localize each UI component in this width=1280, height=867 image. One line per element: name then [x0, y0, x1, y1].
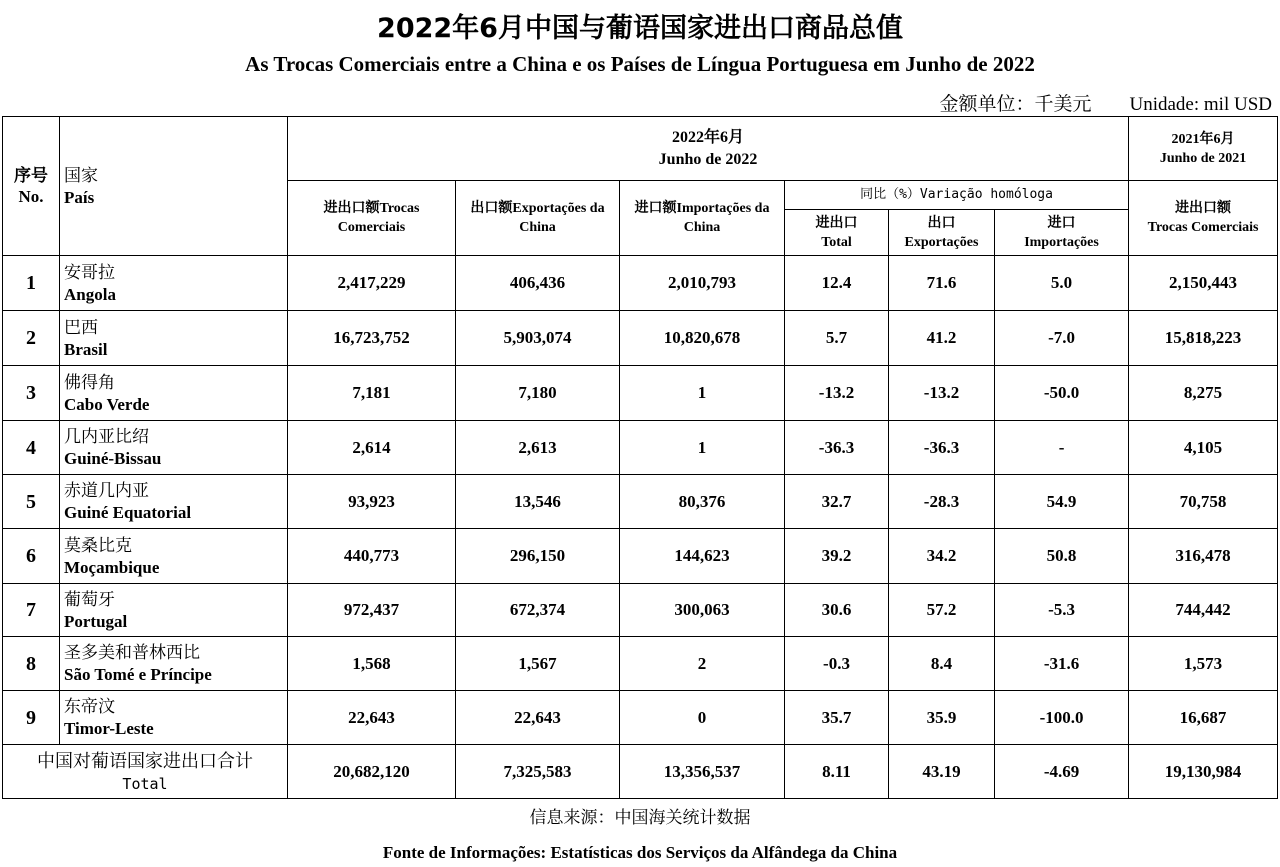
- unit-note-cn: 金额单位：千美元: [939, 93, 1092, 115]
- row-country: [60, 584, 288, 637]
- row-export: 296,150: [456, 529, 620, 584]
- row-yoy-import: -7.0: [995, 311, 1129, 366]
- header-row-1: [3, 117, 1278, 181]
- row-yoy-total: 35.7: [785, 691, 889, 745]
- row-country-cn: 赤道几内亚: [64, 481, 149, 501]
- row-export: 1,567: [456, 637, 620, 691]
- row-country-pt: Cabo Verde: [64, 394, 150, 414]
- row-no: 2: [3, 311, 60, 366]
- table-row: [3, 529, 1278, 584]
- row-yoy-total: 32.7: [785, 475, 889, 529]
- table-row: [3, 421, 1278, 475]
- row-country: [60, 691, 288, 745]
- row-trade: 440,773: [288, 529, 456, 584]
- row-yoy-export: 8.4: [889, 637, 995, 691]
- row-import: 80,376: [620, 475, 785, 529]
- row-export: 13,546: [456, 475, 620, 529]
- row-country: [60, 421, 288, 475]
- source-note-pt: Fonte de Informações: Estatísticas dos Serviços da Alfândega da China: [382, 843, 898, 862]
- header-prev-trade-cn: 进出口额: [1175, 200, 1232, 216]
- row-country: [60, 256, 288, 311]
- header-period-2022-pt: Junho de 2022: [658, 150, 758, 168]
- header-period-2021-pt: Junho de 2021: [1159, 150, 1247, 166]
- row-trade: 2,417,229: [288, 256, 456, 311]
- row-yoy-import: 54.9: [995, 475, 1129, 529]
- unit-note: [939, 89, 1272, 116]
- header-prev-trade-pt: Trocas Comerciais: [1147, 220, 1259, 235]
- row-no: 7: [3, 584, 60, 637]
- row-country-cn: 安哥拉: [64, 262, 115, 283]
- header-period-2021-cn: 2021年6月: [1171, 131, 1235, 147]
- row-trade: 2,614: [288, 421, 456, 475]
- row-trade: 22,643: [288, 691, 456, 745]
- header-country-pt: País: [64, 187, 95, 207]
- header-trade-cn: 进出口额: [323, 200, 380, 216]
- row-trade: 972,437: [288, 584, 456, 637]
- page-title-cn: 2022年6月中国与葡语国家进出口商品总值: [377, 13, 903, 44]
- page-title-pt: As Trocas Comerciais entre a China e os Países de Língua Portuguesa em Junho de 2022: [245, 52, 1035, 76]
- row-yoy-export: -13.2: [889, 366, 995, 421]
- row-yoy-import: 50.8: [995, 529, 1129, 584]
- header-yoy-export-pt: Exportações: [904, 234, 979, 250]
- total-label: [3, 745, 288, 799]
- total-label-cn: 中国对葡语国家进出口合计: [37, 750, 253, 772]
- row-no: 4: [3, 421, 60, 475]
- header-export-pt1: Exportações da: [512, 201, 605, 216]
- header-yoy-import-cn: 进口: [1047, 214, 1076, 231]
- table-body: [3, 117, 1278, 799]
- row-export: 22,643: [456, 691, 620, 745]
- row-country-pt: Portugal: [64, 611, 128, 631]
- row-yoy-total: 12.4: [785, 256, 889, 311]
- header-country-cn: 国家: [64, 165, 98, 186]
- row-yoy-export: 57.2: [889, 584, 995, 637]
- row-yoy-total: -0.3: [785, 637, 889, 691]
- row-no: 5: [3, 475, 60, 529]
- table-row: [3, 256, 1278, 311]
- header-trade: [288, 181, 456, 256]
- header-import-pt2: China: [683, 220, 721, 235]
- row-import: 2: [620, 637, 785, 691]
- row-export: 672,374: [456, 584, 620, 637]
- header-no-pt: No.: [18, 187, 44, 206]
- total-yoy-total: 8.11: [785, 745, 889, 799]
- row-country-cn: 东帝汶: [64, 697, 115, 717]
- header-period-2022: [288, 117, 1129, 181]
- row-trade: 16,723,752: [288, 311, 456, 366]
- row-country-cn: 圣多美和普林西比: [64, 643, 200, 663]
- row-no: 3: [3, 366, 60, 421]
- total-import: 13,356,537: [620, 745, 785, 799]
- row-yoy-export: 34.2: [889, 529, 995, 584]
- row-no: 6: [3, 529, 60, 584]
- row-trade: 7,181: [288, 366, 456, 421]
- row-yoy-total: 5.7: [785, 311, 889, 366]
- header-no: [3, 117, 60, 256]
- total-yoy-export: 43.19: [889, 745, 995, 799]
- header-yoy-import-pt: Importações: [1024, 234, 1099, 250]
- row-country: [60, 529, 288, 584]
- header-yoy: 同比（%）Variação homóloga: [785, 181, 1129, 210]
- row-country-cn: 葡萄牙: [64, 589, 115, 610]
- row-export: 5,903,074: [456, 311, 620, 366]
- row-country: [60, 366, 288, 421]
- row-country-pt: São Tomé e Príncipe: [64, 665, 212, 684]
- header-trade-pt2: Comerciais: [337, 220, 406, 235]
- row-yoy-export: 41.2: [889, 311, 995, 366]
- row-import: 0: [620, 691, 785, 745]
- header-export-cn: 出口额: [470, 200, 513, 216]
- row-prev: 4,105: [1129, 421, 1278, 475]
- total-export: 7,325,583: [456, 745, 620, 799]
- header-export: [456, 181, 620, 256]
- row-country-pt: Guiné-Bissau: [64, 449, 162, 468]
- table-row: [3, 584, 1278, 637]
- row-trade: 93,923: [288, 475, 456, 529]
- row-country-pt: Timor-Leste: [64, 719, 154, 738]
- header-period-2021: [1129, 117, 1278, 181]
- row-country: [60, 637, 288, 691]
- row-prev: 15,818,223: [1129, 311, 1278, 366]
- row-yoy-export: -36.3: [889, 421, 995, 475]
- row-export: 7,180: [456, 366, 620, 421]
- header-yoy-export: [889, 210, 995, 256]
- row-no: 1: [3, 256, 60, 311]
- row-trade: 1,568: [288, 637, 456, 691]
- row-import: 1: [620, 421, 785, 475]
- row-prev: 8,275: [1129, 366, 1278, 421]
- header-import-pt1: Importações da: [676, 201, 770, 216]
- row-no: 9: [3, 691, 60, 745]
- row-yoy-total: -13.2: [785, 366, 889, 421]
- row-prev: 1,573: [1129, 637, 1278, 691]
- table-row: [3, 691, 1278, 745]
- total-row: [3, 745, 1278, 799]
- row-yoy-import: -: [995, 421, 1129, 475]
- row-country-pt: Moçambique: [64, 557, 160, 577]
- row-country-pt: Angola: [64, 284, 116, 304]
- total-label-pt: Total: [122, 774, 168, 793]
- header-yoy-total-cn: 进出口: [815, 214, 858, 231]
- table-row: [3, 475, 1278, 529]
- table-row: [3, 637, 1278, 691]
- header-trade-pt1: Trocas: [379, 201, 420, 216]
- row-yoy-total: 39.2: [785, 529, 889, 584]
- row-prev: 2,150,443: [1129, 256, 1278, 311]
- trade-table: [2, 116, 1278, 799]
- row-export: 2,613: [456, 421, 620, 475]
- row-yoy-export: 35.9: [889, 691, 995, 745]
- row-yoy-export: -28.3: [889, 475, 995, 529]
- header-prev-trade: [1129, 181, 1278, 256]
- row-country-cn: 佛得角: [64, 372, 115, 393]
- header-country: [60, 117, 288, 256]
- row-export: 406,436: [456, 256, 620, 311]
- row-import: 10,820,678: [620, 311, 785, 366]
- header-no-cn: 序号: [14, 166, 48, 186]
- row-yoy-export: 71.6: [889, 256, 995, 311]
- total-prev: 19,130,984: [1129, 745, 1278, 799]
- row-import: 144,623: [620, 529, 785, 584]
- header-yoy-import: [995, 210, 1129, 256]
- header-import: [620, 181, 785, 256]
- row-import: 2,010,793: [620, 256, 785, 311]
- row-yoy-import: -5.3: [995, 584, 1129, 637]
- source-note-cn: 信息来源：中国海关统计数据: [529, 808, 751, 828]
- row-prev: 70,758: [1129, 475, 1278, 529]
- row-import: 1: [620, 366, 785, 421]
- header-yoy-export-cn: 出口: [927, 214, 956, 231]
- row-country-pt: Brasil: [64, 339, 108, 359]
- header-yoy-total: [785, 210, 889, 256]
- row-yoy-import: -50.0: [995, 366, 1129, 421]
- row-yoy-import: -100.0: [995, 691, 1129, 745]
- row-country-pt: Guiné Equatorial: [64, 503, 192, 522]
- total-yoy-import: -4.69: [995, 745, 1129, 799]
- row-prev: 744,442: [1129, 584, 1278, 637]
- row-yoy-import: -31.6: [995, 637, 1129, 691]
- row-no: 8: [3, 637, 60, 691]
- table-row: [3, 366, 1278, 421]
- total-trade: 20,682,120: [288, 745, 456, 799]
- row-prev: 16,687: [1129, 691, 1278, 745]
- row-country: [60, 475, 288, 529]
- row-yoy-total: 30.6: [785, 584, 889, 637]
- row-country-cn: 几内亚比绍: [64, 427, 149, 447]
- row-country-cn: 巴西: [64, 317, 98, 338]
- header-import-cn: 进口额: [634, 200, 677, 216]
- unit-note-pt: Unidade: mil USD: [1129, 94, 1272, 115]
- row-country: [60, 311, 288, 366]
- header-yoy-total-pt: Total: [821, 234, 852, 250]
- row-import: 300,063: [620, 584, 785, 637]
- row-country-cn: 莫桑比克: [64, 535, 132, 556]
- header-export-pt2: China: [519, 220, 556, 235]
- row-yoy-import: 5.0: [995, 256, 1129, 311]
- header-period-2022-cn: 2022年6月: [672, 128, 745, 146]
- row-prev: 316,478: [1129, 529, 1278, 584]
- row-yoy-total: -36.3: [785, 421, 889, 475]
- table-row: [3, 311, 1278, 366]
